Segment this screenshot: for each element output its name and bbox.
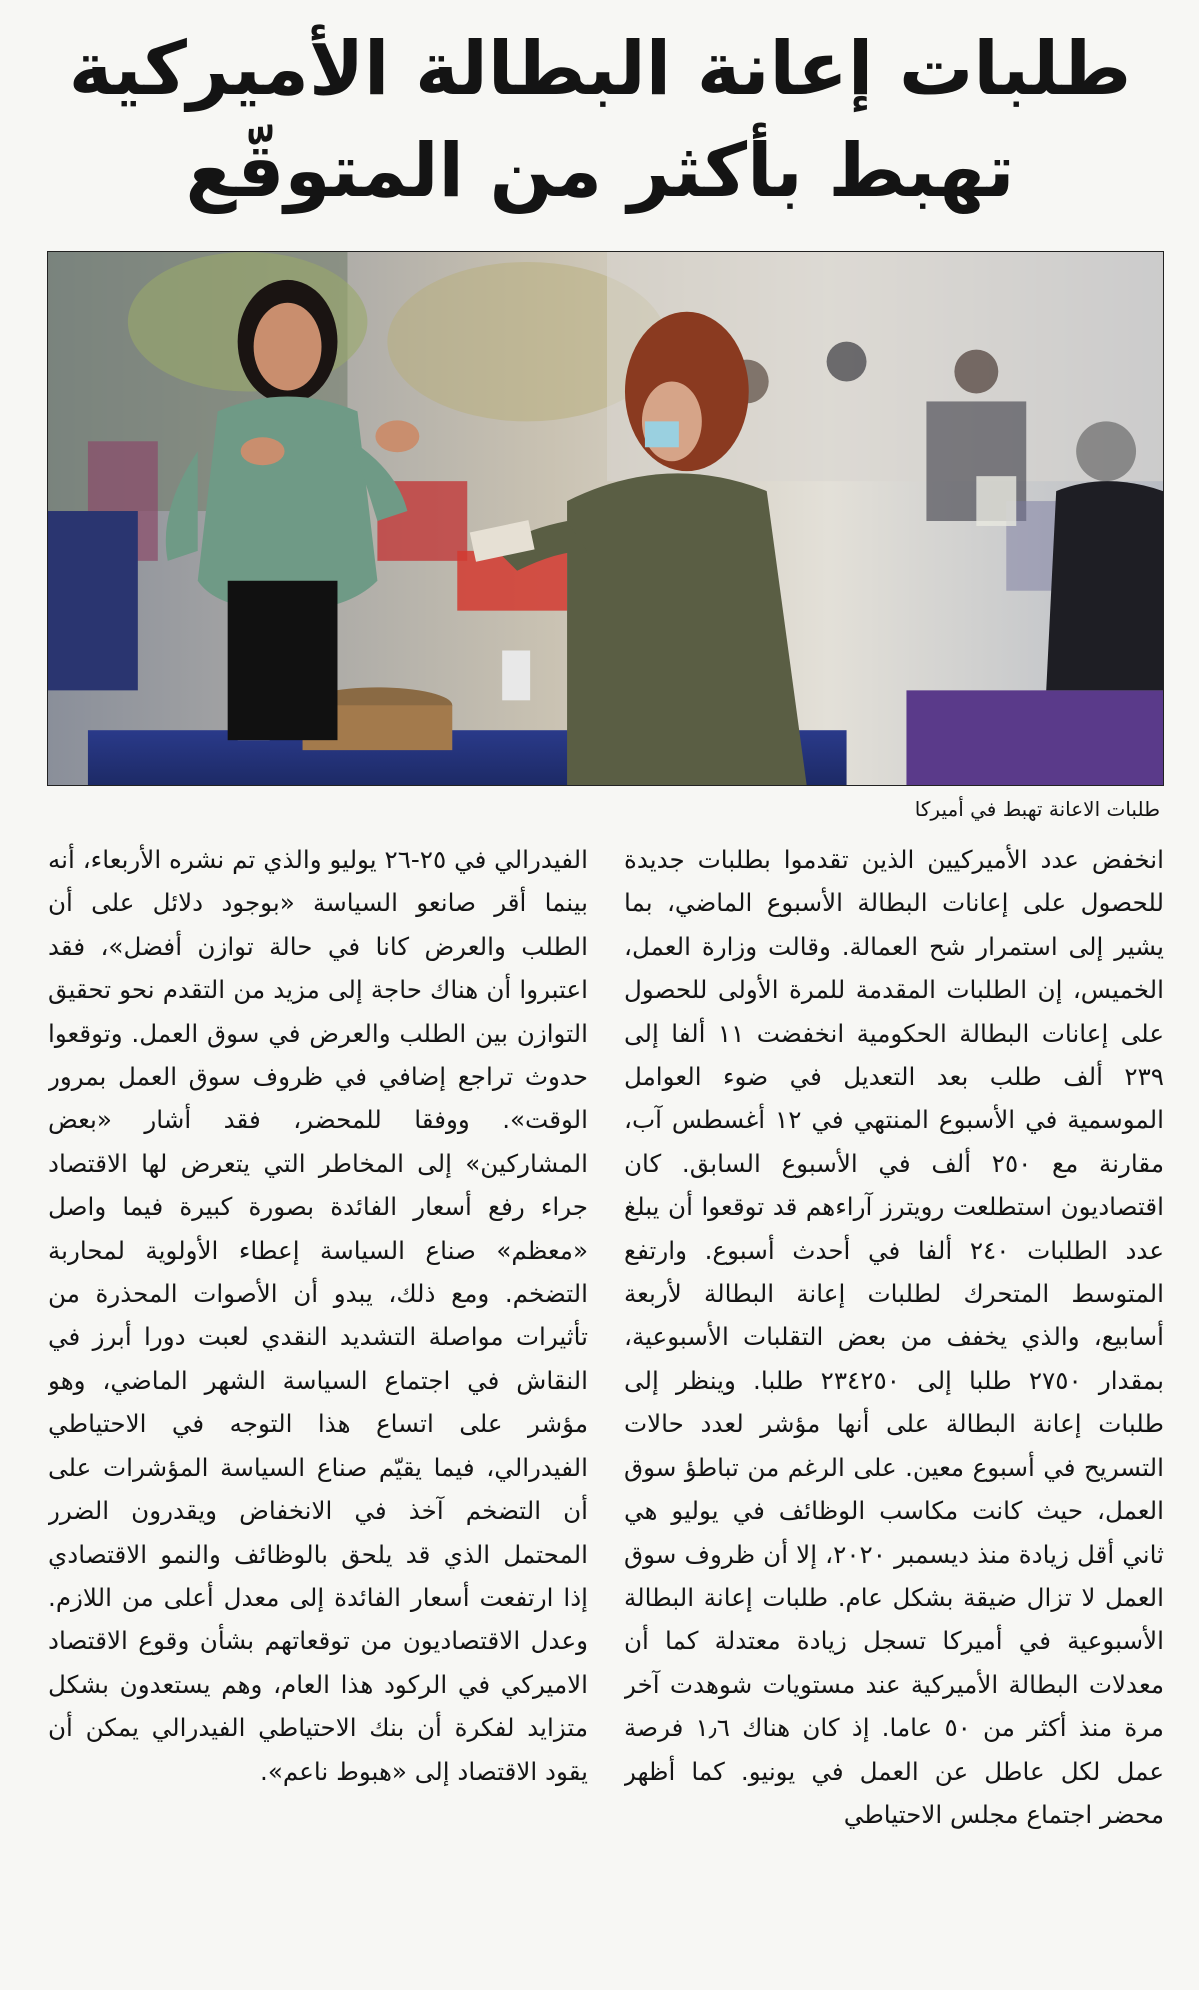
- column-right-text: انخفض عدد الأميركيين الذين تقدموا بطلبات جديدة للحصول على إعانات البطالة الأسبوع الماضي، بما يشير إلى استمرار شح العمالة. وقالت وزارة العمل، الخميس، إن الطلبات المقدمة للمرة الأولى للحصول على إعانات البطالة الحكومية انخفضت ١١ ألفا إلى ٢٣٩ ألف طلب بعد التعديل في ضوء العوامل الموسمية في الأسبوع المنتهي في ١٢ أغسطس آب، مقارنة مع ٢٥٠ ألف في الأسبوع السابق. كان اقتصاديون استطلعت رويترز آراءهم قد توقعوا أن يبلغ عدد الطلبات ٢٤٠ ألفا في أحدث أسبوع. وارتفع المتوسط المتحرك لطلبات إعانة البطالة لأربعة أسابيع، والذي يخفف من بعض التقلبات الأسبوعية، بمقدار ٢٧٥٠ طلبا إلى ٢٣٤٢٥٠ طلبا. وينظر إلى طلبات إعانة البطالة على أنها مؤشر لعدد حالات التسريح في أسبوع معين. على الرغم من تباطؤ سوق العمل، حيث كانت مكاسب الوظائف في يوليو هي ثاني أقل زيادة منذ ديسمبر ٢٠٢٠، إلا أن ظروف سوق العمل لا تزال ضيقة بشكل عام. طلبات إعانة البطالة الأسبوعية في أميركا تسجل زيادة معتدلة كما أن معدلات البطالة الأميركية عند مستويات شوهدت آخر مرة منذ أكثر من ٥٠ عاما. إذ كان هناك ١٫٦ فرصة عمل لكل عاطل عن العمل في يونيو. كما أظهر محضر اجتماع مجلس الاحتياطي: [624, 845, 1164, 1829]
- photo-illustration: [48, 252, 1163, 785]
- article-photo: [47, 251, 1164, 786]
- article-column-right: [624, 838, 1164, 1978]
- headline-line-1: طلبات إعانة البطالة الأميركية: [68, 26, 1132, 112]
- column-left-text: الفيدرالي في ٢٥-٢٦ يوليو والذي تم نشره الأربعاء، أنه بينما أقر صانعو السياسة «بوجود دلائل على أن الطلب والعرض كانا في حالة توازن أفضل»، فقد اعتبروا أن هناك حاجة إلى مزيد من التقدم نحو تحقيق التوازن بين الطلب والعرض في سوق العمل. وتوقعوا حدوث تراجع إضافي في ظروف سوق العمل بمرور الوقت». ووفقا للمحضر، فقد أشار «بعض المشاركين» إلى المخاطر التي يتعرض لها الاقتصاد جراء رفع أسعار الفائدة بصورة كبيرة فيما واصل «معظم» صناع السياسة إعطاء الأولوية لمحاربة التضخم. ومع ذلك، يبدو أن الأصوات المحذرة من تأثيرات مواصلة التشديد النقدي لعبت دورا أبرز في النقاش في اجتماع السياسة الشهر الماضي، وهو مؤشر على اتساع هذا التوجه في الاحتياطي الفيدرالي، فيما يقيّم صناع السياسة المؤشرات على أن التضخم آخذ في الانخفاض ويقدرون الضرر المحتمل الذي قد يلحق بالوظائف والنمو الاقتصادي إذا ارتفعت أسعار الفائدة إلى معدل أعلى من اللازم. وعدل الاقتصاديون من توقعاتهم بشأن وقوع الاقتصاد الاميركي في الركود هذا العام، وهم يستعدون بشكل متزايد لفكرة أن بنك الاحتياطي الفيدرالي يمكن أن يقود الاقتصاد إلى «هبوط ناعم».: [48, 845, 588, 1786]
- article-column-left: [48, 838, 588, 1978]
- headline-line-2: تهبط بأكثر من المتوقّع: [185, 128, 1015, 214]
- photo-caption: طلبات الاعانة تهبط في أميركا: [914, 797, 1160, 821]
- person-left-top: [198, 396, 378, 610]
- headline: [40, 18, 1160, 222]
- person-left-face: [254, 303, 322, 391]
